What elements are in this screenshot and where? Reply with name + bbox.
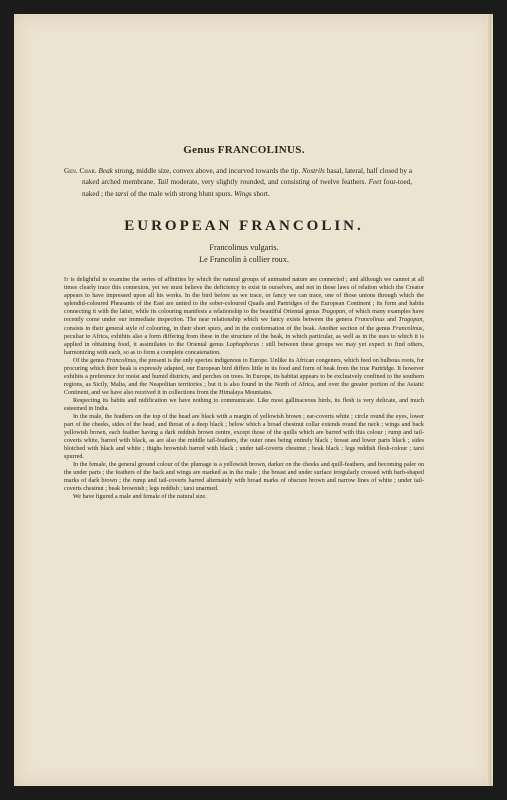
paragraph-distribution — [64, 357, 424, 397]
paragraph-female: In the female, the general ground colour of the plumage is a yellowish brown, darker on the cheeks and quill-feathers, and becoming paler on the under parts ; the feathers of the back and wings are marked as in the male ; the breast and under surface irregularly crossed with barb-shaped marks of dark brown ; the rump and tail-coverts barred alternately with broad marks of obscure brown and narrow lines of white ; under tail-coverts chestnut ; beak brownish ; legs reddish ; tarsi unarmed. — [64, 462, 424, 493]
wings-term: Wings — [234, 189, 252, 198]
beak-text: strong, middle size, convex above, and incurved towards the tip. — [114, 167, 301, 175]
latin-name: Francolinus vulgaris. — [209, 243, 279, 253]
text-run: Of the genus — [73, 357, 105, 364]
text-run: is delightful to examine the series of affinities by which the natural groups of animated nature are connected ; and although we cannot at all times clearly trace this connexion, yet we must believe the deficiency to exist in ourselves, and not in those laws of relation which the Creator appears to have impressed upon all his works. In the bird before us we trace, or fancy we can trace, one of those unions through which the splendid-coloured Pheasants of the East are united to the sober-coloured Quails and Partridges of the European Continent ; its form and habits connecting it with the latter, while its colouring manifests a relationship to the beautiful Oriental genus — [64, 277, 424, 316]
paragraph-habits: Respecting its habits and nidification we have nothing to communicate. Like most gallinaceous birds, its flesh is very delicate, and much esteemed in India. — [64, 397, 424, 412]
book-page — [14, 14, 493, 786]
genus-title: Genus FRANCOLINUS. — [183, 144, 305, 156]
tail-text: moderate, very slightly rounded, and consisting of twelve feathers. — [170, 178, 367, 187]
feet-text: four-toed, naked ; the — [82, 178, 413, 198]
text-run: , the present is the only species indigenous to Europe. Unlike its African congeners, which feed on bulbous roots, for procuring which their beak is expressly adapted, our European bird differs little in its food and form of beak from the true Partridge. It however exhibits a preference for moist and humid districts, and perches on trees. In Europe, its habitat appears to be exclusively confined to the southern regions, as Sicily, Malta, and the Neapolitan territories ; but it is also found in the North of Africa, and over the greater portion of the Asiatic Continent, and we have also received it in collections from the Himalaya Mountains. — [64, 357, 424, 396]
species-description — [64, 276, 424, 501]
text-run: , consists in their general style of colouring, in their short spurs, and in the conformation of the beak. Another section of the genus — [64, 317, 424, 332]
beak-term: Beak — [98, 167, 113, 175]
paragraph-introduction — [64, 276, 424, 356]
genus-name: Tragopan — [398, 317, 423, 324]
paragraph-figure-note: We have figured a male and female of the natural size. — [73, 494, 207, 501]
french-name: Le Francolin à collier roux. — [199, 255, 289, 265]
feet-term: Feet — [368, 178, 382, 187]
genus-name: Tragopan — [321, 309, 346, 316]
page-gutter — [487, 14, 491, 786]
species-title: EUROPEAN FRANCOLIN. — [124, 218, 364, 235]
page-content — [64, 144, 424, 502]
genus-name: Francolinus — [392, 325, 423, 332]
wings-text: short. — [253, 189, 270, 198]
nostrils-text: basal, lateral, half closed by a naked arched membrane. — [82, 167, 413, 187]
genus-name: Francolinus — [106, 357, 137, 364]
nostrils-term: Nostrils — [301, 167, 325, 175]
gen-char-label: Gen. Char. — [64, 167, 97, 175]
genus-name: Francolinus — [354, 317, 385, 324]
drop-word: It — [64, 277, 69, 284]
text-run: , peculiar to Africa, exhibits also a form differing from these in the structure of the beak, in which particular, as well as in the uses to which it is applied in obtaining food, it assimilates to the Oriental genus — [64, 325, 424, 348]
tarsi-text: of the male with strong blunt spurs. — [130, 189, 233, 198]
tarsi-term: tarsi — [115, 189, 129, 198]
paragraph-male: In the male, the feathers on the top of the head are black with a margin of yellowish brown ; ear-coverts white ; circle round the eyes, lower part of the cheeks, sides of the head, and throat of a deep black ; below which a broad chestnut collar extends round the neck ; wings and back yellowish brown, each feather having a dark reddish brown centre, except those of the quills which are barred with this colour ; rump and tail-coverts white, barred with black, as are also the middle tail-feathers, the outer ones being entirely black ; breast and lower parts black ; sides blotched with black and white ; thighs brownish barred with black ; under tail-coverts chestnut ; beak black ; legs reddish flesh-colour ; tarsi spurred. — [64, 414, 424, 461]
genus-name: Lophophorus — [226, 341, 260, 348]
text-run: , of which many examples have recently come under our immediate inspection. The near relationship which we fancy exists between the genera — [64, 309, 424, 324]
text-run: : still between these groups we may yet expect to find others, harmonizing with each, so as to form a complete concatenation. — [64, 341, 424, 356]
text-run: and — [387, 317, 397, 324]
tail-term: Tail — [157, 178, 169, 187]
generic-character — [64, 166, 412, 200]
